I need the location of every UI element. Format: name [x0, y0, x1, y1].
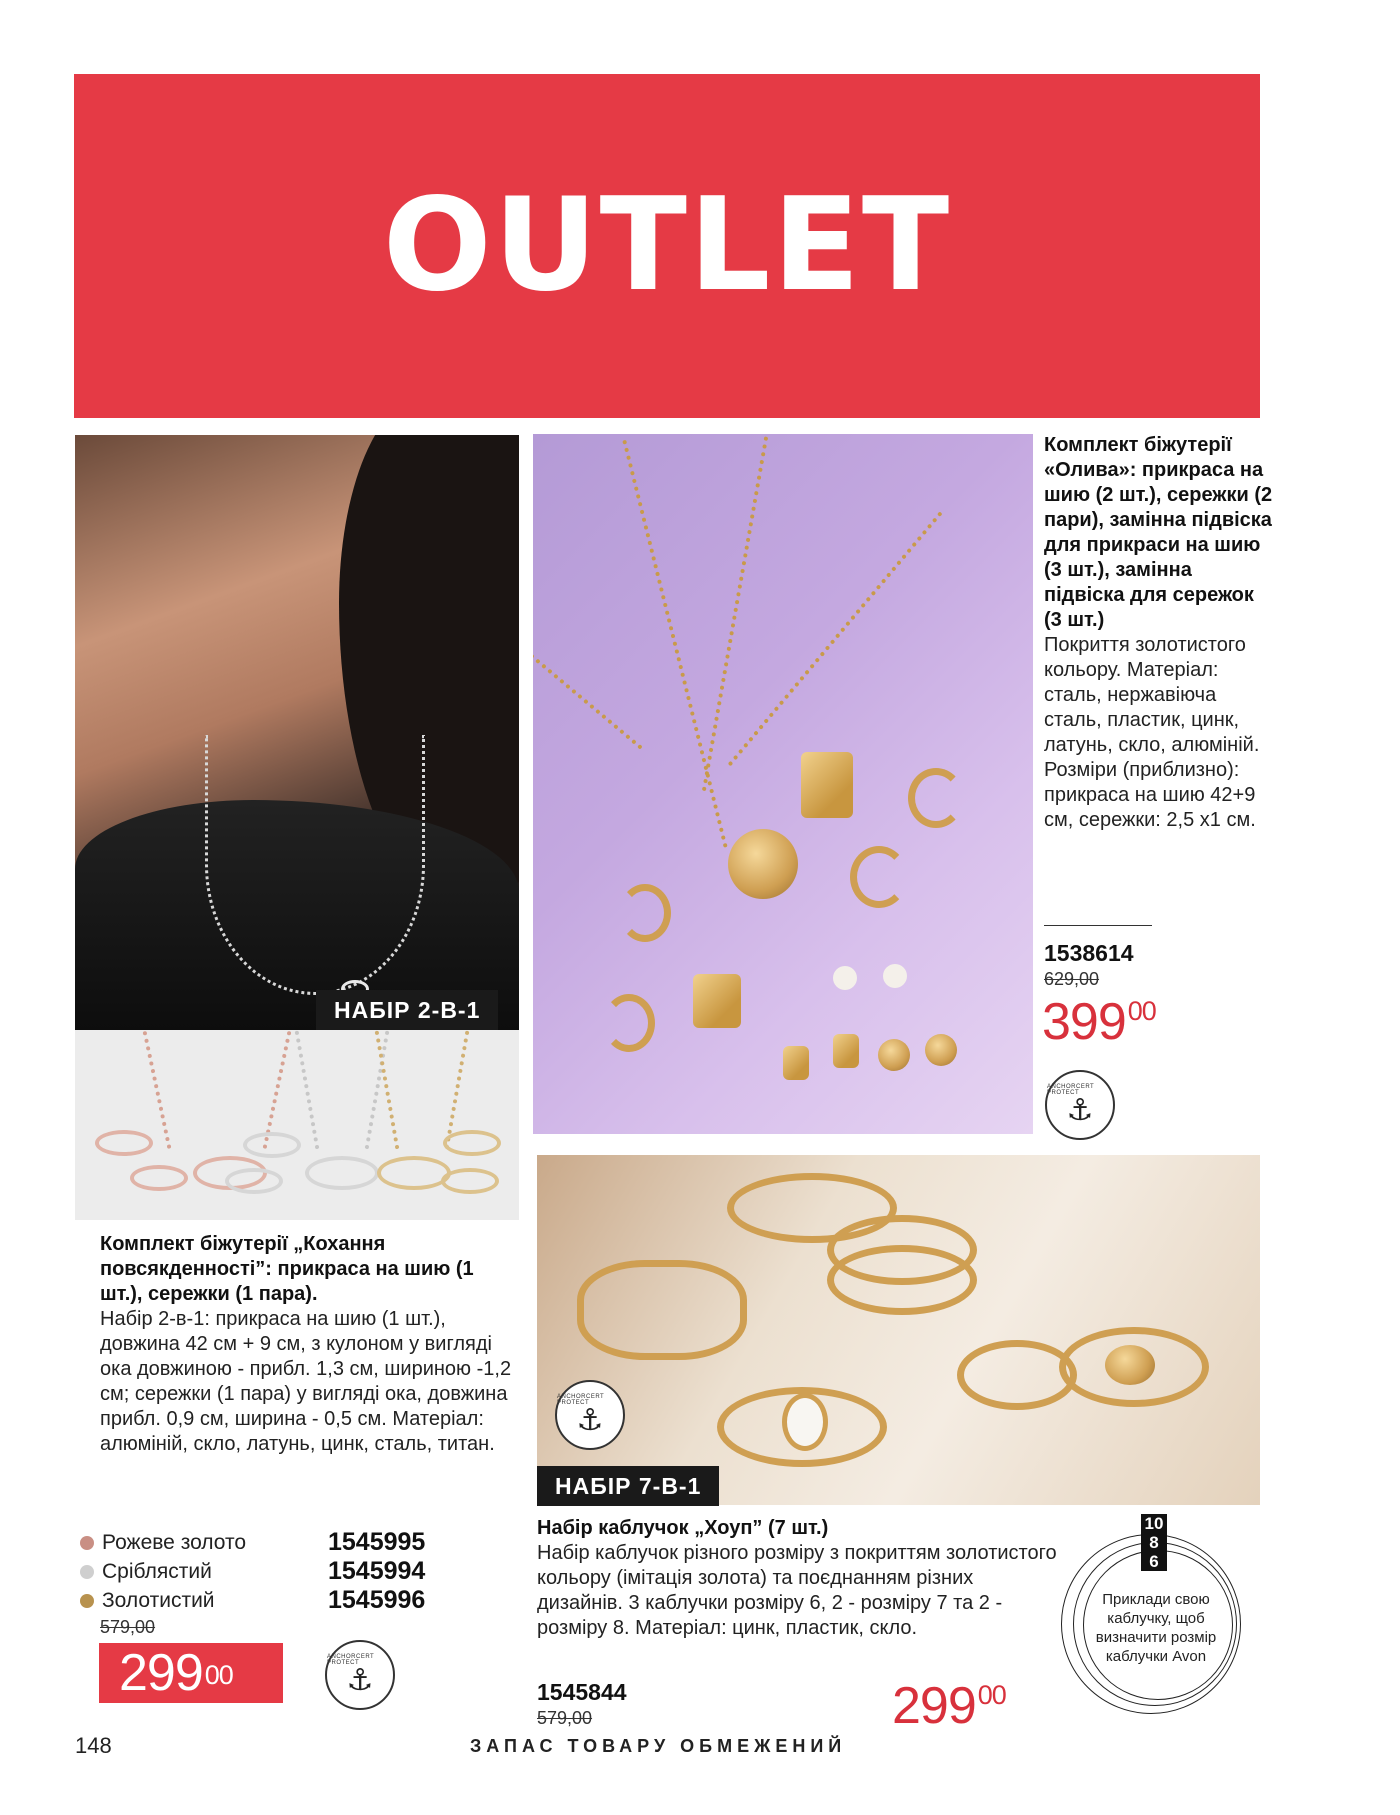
variant-list — [78, 1528, 438, 1615]
gold-swatch — [80, 1594, 94, 1608]
set-2in1-badge: НАБІР 2-В-1 — [316, 990, 498, 1030]
olive-set-title: Комплект біжутерії «Олива»: прикраса на шию (2 шт.), сережки (2 пари), замінна підвіска для прикраси на шию (3 шт.), замінна підвіска для сережок (3 шт.) — [1044, 434, 1273, 631]
everyday-love-old-price: 579,00 — [100, 1617, 156, 1637]
divider — [1044, 925, 1152, 926]
variant-gold: Золотистий 1545996 — [78, 1586, 438, 1615]
set-7in1-badge: НАБІР 7-В-1 — [537, 1466, 719, 1506]
anchorcert-protect-logo: ANCHORCERT PROTECT ⚓ — [325, 1640, 395, 1710]
ring-size-numbers: 10 8 6 — [1141, 1514, 1167, 1571]
olive-set-code: 1538614 — [1044, 940, 1134, 966]
limited-stock-note: ЗАПАС ТОВАРУ ОБМЕЖЕНИЙ — [470, 1736, 847, 1756]
olive-set-old-price: 629,00 — [1044, 969, 1100, 989]
hope-rings-photo — [537, 1155, 1260, 1505]
anchorcert-protect-logo: ANCHORCERT PROTECT ⚓ — [555, 1380, 625, 1450]
hope-rings-title: Набір каблучок „Хоуп” (7 шт.) — [537, 1517, 829, 1539]
hope-rings-code: 1545844 — [537, 1679, 627, 1705]
model-photo — [75, 435, 519, 1030]
anchor-icon: ⚓ — [1066, 1093, 1094, 1128]
silver-swatch — [80, 1565, 94, 1579]
hope-rings-details: Набір каблучок різного розміру з покриттям золотистого кольору (імітація золота) та поєднанням різних дизайнів. 3 каблучки розміру 6, 2 - розміру 7 та 2 - розміру 8. Матеріал: цинк, пластик, скло. — [537, 1542, 1057, 1639]
outlet-banner — [74, 74, 1260, 418]
anchor-icon: ⚓ — [346, 1663, 374, 1698]
variant-silver: Сріблястий 1545994 — [78, 1557, 438, 1586]
hope-rings-old-price: 579,00 — [537, 1708, 593, 1728]
olive-set-details: Покриття золотистого кольору. Матеріал: сталь, нержавіюча сталь, пластик, цинк, латунь, скло, алюміній. Розміри (приблизно): прикраса на шию 42+9 см, сережки: 2,5 x1 см. — [1044, 634, 1260, 831]
hope-rings-price: $299^{00}$ — [892, 1677, 1006, 1735]
ring-gauge-caption: Приклади свою каблучку, щоб визначити розмір каблучки Avon — [1095, 1591, 1217, 1665]
rose-gold-swatch — [80, 1536, 94, 1550]
ring-size-gauge — [1061, 1514, 1251, 1710]
everyday-love-title: Комплект біжутерії „Кохання повсякденності”: прикраса на шию (1 шт.), сережки (1 пара). — [100, 1233, 474, 1305]
page-number: 148 — [75, 1733, 112, 1758]
anchorcert-protect-logo: ANCHORCERT PROTECT ⚓ — [1045, 1070, 1115, 1140]
everyday-love-photo — [75, 1030, 519, 1220]
olive-set-description — [1044, 433, 1274, 833]
everyday-love-description — [100, 1232, 520, 1457]
everyday-love-price-box — [99, 1643, 283, 1703]
hope-rings-description — [537, 1516, 1057, 1641]
everyday-love-details: Набір 2-в-1: прикраса на шию (1 шт.), довжина 42 см + 9 см, з кулоном у вигляді ока довжиною - прибл. 1,3 см, шириною -1,2 см; сережки (1 пара) у вигляді ока, довжина прибл. 0,9 см, ширина - 0,5 см. Матеріал: алюміній, скло, латунь, цинк, сталь, титан. — [100, 1308, 512, 1455]
olive-set-photo — [533, 434, 1033, 1134]
everyday-love-price: $299^{00}$ — [119, 1644, 233, 1702]
olive-set-price: $399^{00}$ — [1042, 993, 1156, 1051]
variant-rose-gold: Рожеве золото 1545995 — [78, 1528, 438, 1557]
anchor-icon: ⚓ — [576, 1403, 604, 1438]
banner-title: OUTLET — [382, 171, 952, 320]
